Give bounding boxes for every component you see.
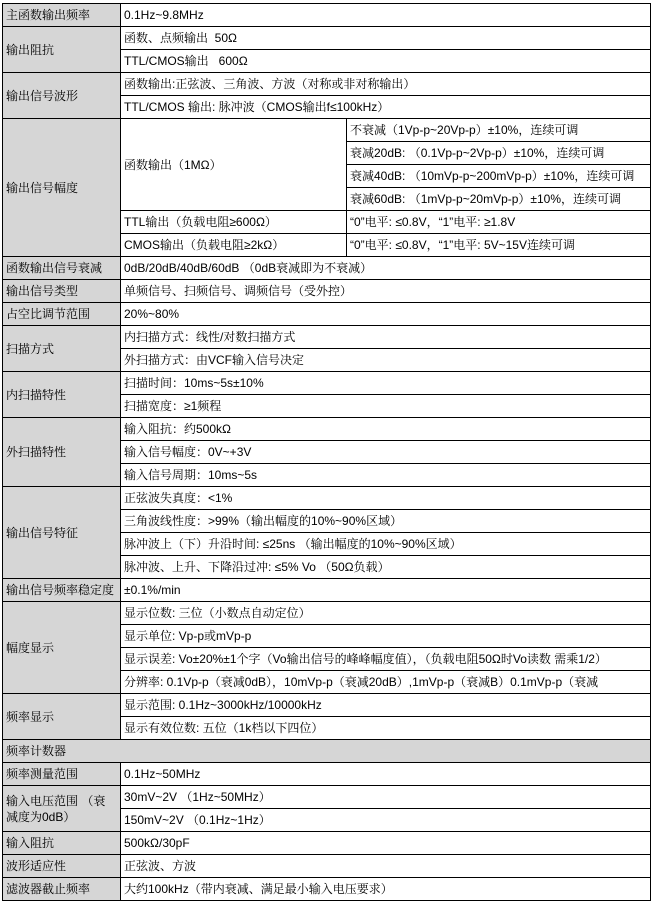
section-header-frequency-counter: 频率计数器 bbox=[3, 740, 651, 763]
spec-value-frequency-stability: ±0.1%/min bbox=[121, 579, 651, 602]
table-row bbox=[3, 855, 651, 878]
table-row bbox=[3, 326, 651, 349]
spec-value-measure-range: 0.1Hz~50MHz bbox=[121, 763, 651, 786]
spec-value-display-units: 显示单位: Vp-p或mVp-p bbox=[121, 625, 651, 648]
spec-value-output-waveform-function: 函数输出:正弦波、三角波、方波（对称或非对称输出） bbox=[121, 73, 651, 96]
spec-value-signal-types: 单频信号、扫频信号、调频信号（受外控） bbox=[121, 280, 651, 303]
spec-value-ttl-levels: “0”电平: ≤0.8V，“1”电平: ≥1.8V bbox=[347, 211, 651, 234]
table-row bbox=[3, 740, 651, 763]
spec-value-waveform-adaptability: 正弦波、方波 bbox=[121, 855, 651, 878]
table-row bbox=[3, 27, 651, 50]
spec-value-sweep-time: 扫描时间：10ms~5s±10% bbox=[121, 372, 651, 395]
spec-label-input-voltage-range: 输入电压范围 （衰减度为0dB） bbox=[3, 786, 121, 832]
spec-sublabel-function-output: 函数输出（1MΩ） bbox=[121, 119, 347, 211]
spec-value-display-significant-digits: 显示有效位数: 五位（1k档以下四位） bbox=[121, 717, 651, 740]
spec-label-signal-characteristics: 输出信号特征 bbox=[3, 487, 121, 579]
table-row bbox=[3, 303, 651, 326]
spec-label-frequency-stability: 输出信号频率稳定度 bbox=[3, 579, 121, 602]
spec-sublabel-ttl-output: TTL输出（负载电阻≥600Ω） bbox=[121, 211, 347, 234]
spec-label-sweep-mode: 扫描方式 bbox=[3, 326, 121, 372]
spec-value-attenuation: 0dB/20dB/40dB/60dB （0dB衰减即为不衰减） bbox=[121, 257, 651, 280]
table-row bbox=[3, 119, 651, 142]
spec-value-amplitude-40db: 衰减40dB: （10mVp-p~200mVp-p）±10%，连续可调 bbox=[347, 165, 651, 188]
table-row bbox=[3, 694, 651, 717]
spec-label-attenuation: 函数输出信号衰减 bbox=[3, 257, 121, 280]
table-row bbox=[3, 786, 651, 809]
spec-label-output-amplitude: 输出信号幅度 bbox=[3, 119, 121, 257]
spec-value-sweep-external: 外扫描方式：由VCF输入信号决定 bbox=[121, 349, 651, 372]
spec-value-cmos-levels: “0”电平: ≤0.8V，“1”电平: 5V~15V连续可调 bbox=[347, 234, 651, 257]
spec-value-display-digits: 显示位数: 三位（小数点自动定位） bbox=[121, 602, 651, 625]
table-row bbox=[3, 832, 651, 855]
spec-value-input-voltage-low: 150mV~2V （0.1Hz~1Hz） bbox=[121, 809, 651, 832]
table-row bbox=[3, 487, 651, 510]
table-row bbox=[3, 418, 651, 441]
table-row bbox=[3, 257, 651, 280]
spec-value-amplitude-no-attenuation: 不衰减（1Vp-p~20Vp-p）±10%，连续可调 bbox=[347, 119, 651, 142]
spec-value-ext-input-amplitude: 输入信号幅度：0V~+3V bbox=[121, 441, 651, 464]
spec-value-display-range: 显示范围: 0.1Hz~3000kHz/10000kHz bbox=[121, 694, 651, 717]
spec-label-waveform-adaptability: 波形适应性 bbox=[3, 855, 121, 878]
table-row bbox=[3, 4, 651, 27]
spec-label-amplitude-display: 幅度显示 bbox=[3, 602, 121, 694]
spec-label-output-waveform: 输出信号波形 bbox=[3, 73, 121, 119]
spec-label-signal-types: 输出信号类型 bbox=[3, 280, 121, 303]
table-row bbox=[3, 878, 651, 901]
spec-label-duty-cycle: 占空比调节范围 bbox=[3, 303, 121, 326]
spec-value-input-voltage-high: 30mV~2V （1Hz~50MHz） bbox=[121, 786, 651, 809]
spec-label-internal-sweep: 内扫描特性 bbox=[3, 372, 121, 418]
spec-value-duty-cycle: 20%~80% bbox=[121, 303, 651, 326]
spec-value-output-waveform-ttl: TTL/CMOS 输出: 脉冲波（CMOS输出f≤100kHz） bbox=[121, 96, 651, 119]
spec-sublabel-cmos-output: CMOS输出（负载电阻≥2kΩ） bbox=[121, 234, 347, 257]
spec-label-output-impedance: 输出阻抗 bbox=[3, 27, 121, 73]
spec-label-frequency-display: 频率显示 bbox=[3, 694, 121, 740]
spec-value-ext-input-period: 输入信号周期：10ms~5s bbox=[121, 464, 651, 487]
spec-label-measure-range: 频率测量范围 bbox=[3, 763, 121, 786]
spec-value-sweep-width: 扫描宽度：≥1频程 bbox=[121, 395, 651, 418]
spec-value-output-impedance-ttl: TTL/CMOS输出 600Ω bbox=[121, 50, 651, 73]
spec-label-input-impedance: 输入阻抗 bbox=[3, 832, 121, 855]
table-row bbox=[3, 579, 651, 602]
table-row bbox=[3, 763, 651, 786]
spec-value-filter-cutoff: 大约100kHz（带内衰减、满足最小输入电压要求） bbox=[121, 878, 651, 901]
spec-value-sweep-internal: 内扫描方式：线性/对数扫描方式 bbox=[121, 326, 651, 349]
spec-table bbox=[2, 3, 651, 901]
spec-value-sine-distortion: 正弦波失真度：<1% bbox=[121, 487, 651, 510]
spec-value-pulse-rise-time: 脉冲波上（下）升沿时间: ≤25ns （输出幅度的10%~90%区域） bbox=[121, 533, 651, 556]
spec-value-display-resolution: 分辨率: 0.1Vp-p（衰减0dB），10mVp-p（衰减20dB）,1mVp-p（衰减B）0.1mVp-p（衰减 bbox=[121, 671, 651, 694]
table-row bbox=[3, 280, 651, 303]
spec-label-external-sweep: 外扫描特性 bbox=[3, 418, 121, 487]
spec-value-display-error: 显示误差: Vo±20%±1个字（Vo输出信号的峰峰幅度值），（负载电阻50Ω时Vo读数 需乘1/2） bbox=[121, 648, 651, 671]
table-row bbox=[3, 372, 651, 395]
spec-label-filter-cutoff: 滤波器截止频率 bbox=[3, 878, 121, 901]
table-row bbox=[3, 602, 651, 625]
spec-value-triangle-linearity: 三角波线性度：>99%（输出幅度的10%~90%区域） bbox=[121, 510, 651, 533]
spec-value-amplitude-60db: 衰减60dB: （1mVp-p~20mVp-p）±10%，连续可调 bbox=[347, 188, 651, 211]
spec-value-output-impedance-function: 函数、点频输出 50Ω bbox=[121, 27, 651, 50]
spec-value-ext-input-impedance: 输入阻抗：约500kΩ bbox=[121, 418, 651, 441]
spec-value-amplitude-20db: 衰减20dB: （0.1Vp-p~2Vp-p）±10%，连续可调 bbox=[347, 142, 651, 165]
spec-value-input-impedance: 500kΩ/30pF bbox=[121, 832, 651, 855]
table-row bbox=[3, 73, 651, 96]
spec-label-main-output-frequency: 主函数输出频率 bbox=[3, 4, 121, 27]
spec-value-pulse-overshoot: 脉冲波、上升、下降沿过冲: ≤5% Vo （50Ω负载） bbox=[121, 556, 651, 579]
spec-value-main-output-frequency: 0.1Hz~9.8MHz bbox=[121, 4, 651, 27]
